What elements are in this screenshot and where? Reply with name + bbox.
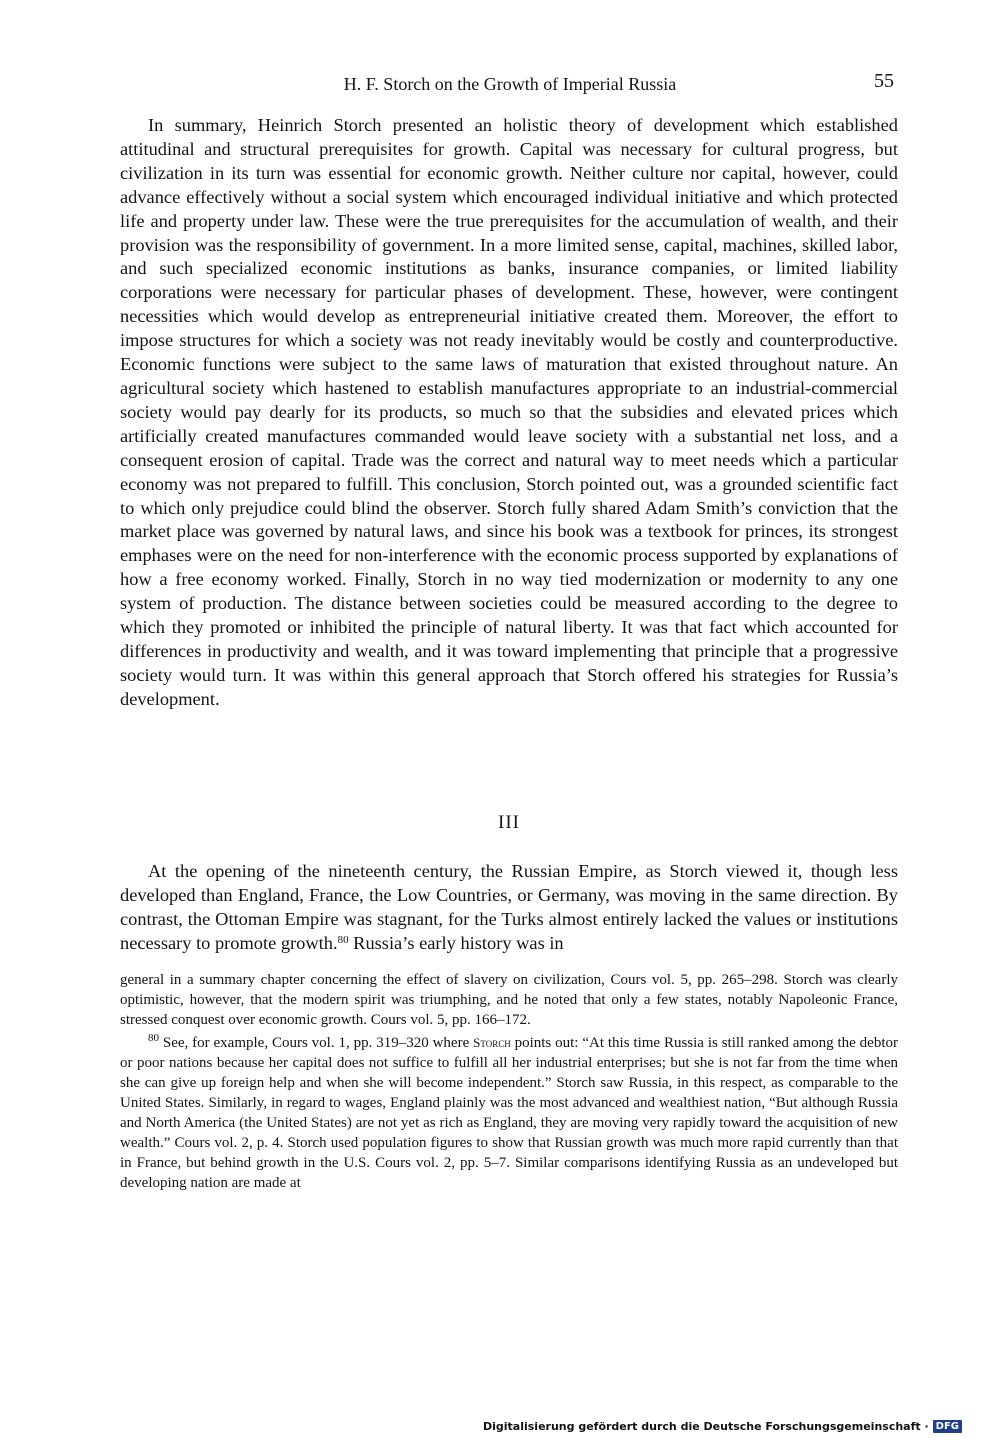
paragraph-text: At the opening of the nineteenth century, the Russian Empire, as Storch viewed it, though less developed than England, France, the Low Countries, or Germany, was moving in the same direction. By contrast, the Ottoman Empire was stagnant, for the Turks almost entirely lacked the values or institutions necessary to promote growth.	[120, 861, 898, 953]
digitization-credit	[483, 1420, 962, 1433]
page-number: 55	[874, 70, 894, 92]
footnote-text: See, for example, Cours vol. 1, pp. 319–320 where	[159, 1035, 474, 1051]
footnote-reference[interactable]: 80	[337, 933, 349, 946]
body-text	[120, 860, 898, 956]
footnote-continuation: general in a summary chapter concerning the effect of slavery on civilization, Cours vol. 5, pp. 265–298. Storch was clearly optimistic, however, that the modern spirit was triumphing, and he noted that only a few states, notably Napoleonic France, stressed conquest over economic growth. Cours vol. 5, pp. 166–172.	[120, 972, 898, 1028]
running-head	[120, 70, 900, 100]
paragraph: In summary, Heinrich Storch presented an holistic theory of development which established attitudinal and structural prerequisites for growth. Capital was necessary for cultural progress, but civilization in its turn was essential for economic growth. Neither culture nor capital, however, could advance effectively without a social system which encouraged individual initiative and which protected life and property under law. These were the true prerequisites for the accumulation of wealth, and their provision was the responsibility of government. In a more limited sense, capital, machines, skilled labor, and such specialized economic institutions as banks, insurance companies, or limited liability corporations were necessary for particular phases of development. These, however, were contingent necessities which would develop as entrepreneurial initiative created them. Moreover, the effort to impose structures for which a society was not ready inevitably would be costly and counterproductive. Economic functions were subject to the same laws of maturation that existed throughout nature. An agricultural society which hastened to establish manufactures appropriate to an industrial-commercial society would pay dearly for its products, so much so that the subsidies and elevated prices which artificially created manufactures commanded would leave society with a substantial net loss, and a consequent erosion of capital. Trade was the correct and natural way to meet needs which a particular economy was not prepared to fulfill. This conclusion, Storch pointed out, was a grounded scientific fact to which only prejudice could blind the observer. Storch fully shared Adam Smith’s conviction that the market place was governed by natural laws, and since his book was a textbook for princes, its strongest emphases were on the need for non-interference with the economic process supported by explanations of how a free economy worked. Finally, Storch in no way tied modernization or modernity to any one system of production. The distance between societies could be measured according to the degree to which they promoted or inhibited the principle of natural liberty. It was that fact which accounted for differences in productivity and wealth, and it was toward implementing that principle that a progressive society would turn. It was within this general approach that Storch offered his strategies for Russia’s development.	[120, 115, 898, 709]
footnotes	[120, 970, 898, 1196]
paragraph-text-tail: Russia’s early history was in	[348, 932, 564, 953]
body-text	[120, 114, 898, 712]
paragraph	[120, 860, 898, 956]
footnote-author: Storch	[473, 1035, 511, 1050]
dfg-logo: DFG	[933, 1420, 962, 1433]
footnote-80	[120, 1033, 898, 1193]
section-heading: III	[498, 812, 520, 833]
footnote-text: points out: “At this time Russia is still ranked among the debtor or poor nations because her capital does not suffice to fulfill all her industrial enterprises; but she is not far from the time when she can give up foreign help and when she will become independent.” Storch saw Russia, in this respect, as comparable to the United States. Similarly, in regard to wages, England plainly was the most advanced and wealthiest nation, “But although Russia and North America (the United States) are not yet as rich as England, they are moving very rapidly toward the acquisition of new wealth.” Cours vol. 2, p. 4. Storch used population figures to show that Russian growth was much more rapid currently than that in France, but behind growth in the U.S. Cours vol. 2, pp. 5–7. Similar comparisons identifying Russia as an undeveloped but developing nation are made at	[120, 1035, 899, 1191]
credit-text: Digitalisierung gefördert durch die Deutsche Forschungsgemeinschaft ·	[482, 1420, 929, 1433]
footnote-number: 80	[148, 1032, 159, 1044]
running-title: H. F. Storch on the Growth of Imperial Russia	[343, 74, 677, 94]
